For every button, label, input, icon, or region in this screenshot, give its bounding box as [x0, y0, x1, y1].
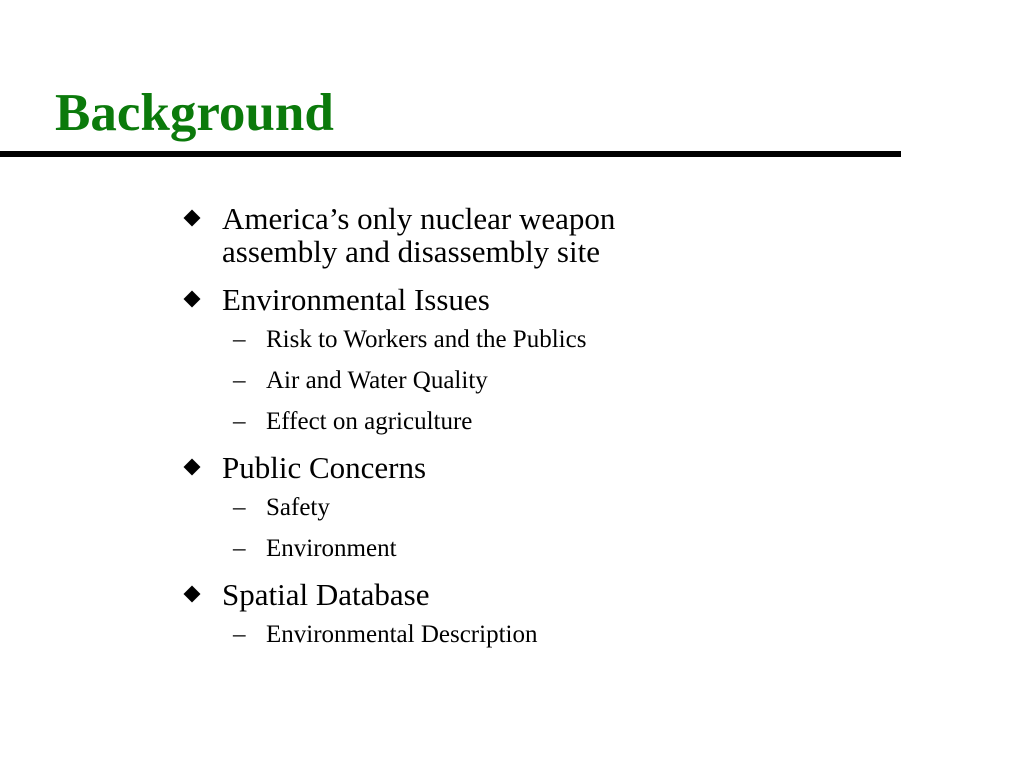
sub-item-text: Risk to Workers and the Publics [266, 326, 587, 353]
bullet-text-line: Public Concerns [222, 450, 427, 485]
sub-list [180, 326, 980, 436]
sub-item [180, 621, 980, 649]
sub-list [180, 621, 980, 649]
dash-marker: – [233, 408, 246, 435]
sub-item-text: Environment [266, 535, 397, 562]
sub-item [180, 367, 980, 395]
sub-item [180, 535, 980, 563]
sub-item [180, 494, 980, 522]
sub-item-text: Environmental Description [266, 621, 538, 648]
bullet-text-line: America’s only nuclear weapon [222, 201, 616, 236]
bullet-list [180, 200, 980, 649]
dash-marker: – [233, 535, 246, 562]
diamond-icon [184, 459, 201, 476]
dash-marker: – [233, 367, 246, 394]
sub-item-text: Safety [266, 494, 330, 521]
sub-item-text: Air and Water Quality [266, 367, 488, 394]
bullet-text-line: Environmental Issues [222, 282, 490, 317]
bullet-item [180, 283, 980, 316]
diamond-icon [184, 291, 201, 308]
bullet-item [180, 451, 980, 484]
title-divider [0, 151, 901, 157]
sub-item [180, 408, 980, 436]
dash-marker: – [233, 326, 246, 353]
dash-marker: – [233, 621, 246, 648]
bullet-item [180, 578, 980, 611]
bullet-item [180, 202, 980, 268]
bullet-text-line: Spatial Database [222, 577, 430, 612]
slide-title: Background [55, 84, 334, 142]
diamond-icon [184, 586, 201, 603]
sub-item [180, 326, 980, 354]
diamond-icon [184, 210, 201, 227]
dash-marker: – [233, 494, 246, 521]
sub-item-text: Effect on agriculture [266, 408, 473, 435]
bullet-text-line: assembly and disassembly site [222, 234, 600, 269]
sub-list [180, 494, 980, 563]
